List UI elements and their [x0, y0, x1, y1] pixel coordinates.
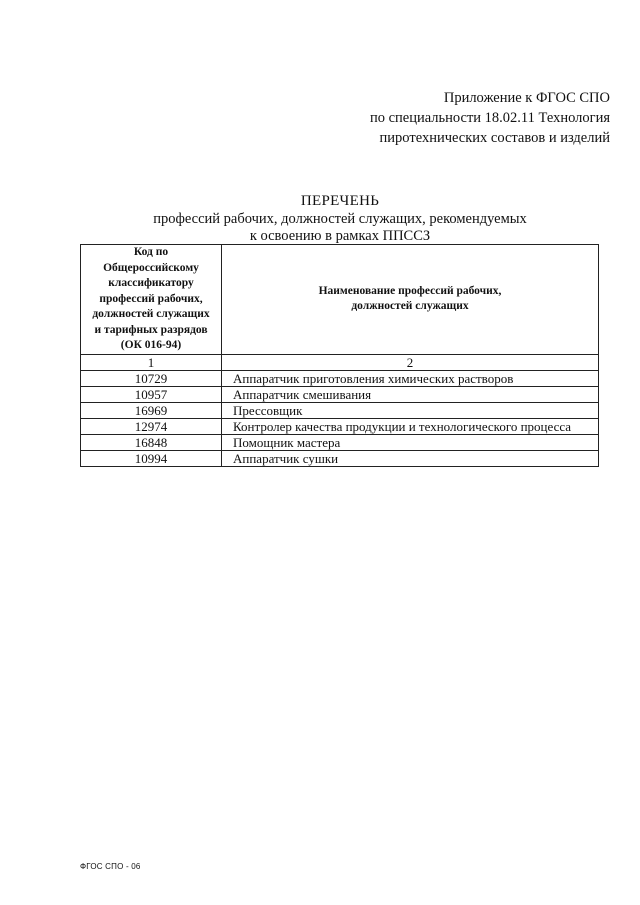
profession-code: 12974 — [81, 418, 222, 434]
header-code-cell — [81, 245, 222, 355]
profession-code: 10994 — [81, 450, 222, 466]
column-number: 2 — [222, 354, 599, 370]
header-name-line: должностей служащих — [351, 300, 469, 313]
profession-name: Аппаратчик смешивания — [222, 386, 599, 402]
column-number-row — [81, 354, 599, 370]
table-row — [81, 402, 599, 418]
column-number: 1 — [81, 354, 222, 370]
table-row — [81, 450, 599, 466]
table-row — [81, 370, 599, 386]
profession-name: Прессовщик — [222, 402, 599, 418]
subtitle-line-1: профессий рабочих, должностей служащих, рекомендуемых — [153, 211, 527, 227]
table-row — [81, 386, 599, 402]
header-code-line: Код по — [133, 246, 169, 258]
profession-name: Помощник мастера — [222, 434, 599, 450]
annex-header — [370, 88, 610, 148]
header-code-line: должностей служащих — [92, 308, 210, 320]
page-footer: ФГОС СПО - 06 — [80, 862, 141, 871]
header-code-line: и тарифных разрядов — [94, 323, 208, 336]
document-heading — [80, 191, 600, 245]
annex-line-2: по специальности 18.02.11 Технология — [369, 110, 610, 126]
subtitle-line-2: к освоению в рамках ППССЗ — [249, 228, 431, 244]
header-code-line: (ОК 016-94) — [120, 339, 182, 351]
annex-line-1: Приложение к ФГОС СПО — [443, 90, 610, 106]
header-name-cell — [222, 245, 599, 355]
profession-name: Аппаратчик приготовления химических растворов — [222, 370, 599, 386]
professions-table — [80, 244, 599, 467]
profession-code: 16969 — [81, 402, 222, 418]
table-row — [81, 434, 599, 450]
profession-code: 10957 — [81, 386, 222, 402]
annex-line-3: пиротехнических составов и изделий — [379, 130, 610, 146]
header-name-line: Наименование профессий рабочих, — [318, 285, 502, 298]
profession-code: 10729 — [81, 370, 222, 386]
profession-code: 16848 — [81, 434, 222, 450]
profession-name: Контролер качества продукции и технологического процесса — [222, 418, 599, 434]
table-row — [81, 418, 599, 434]
header-code-line: классификатору — [108, 277, 194, 289]
profession-name: Аппаратчик сушки — [222, 450, 599, 466]
table-header-row — [81, 245, 599, 355]
header-code-line: профессий рабочих, — [99, 292, 203, 305]
page-title: ПЕРЕЧЕНЬ — [300, 193, 380, 209]
header-code-line: Общероссийскому — [103, 261, 199, 274]
